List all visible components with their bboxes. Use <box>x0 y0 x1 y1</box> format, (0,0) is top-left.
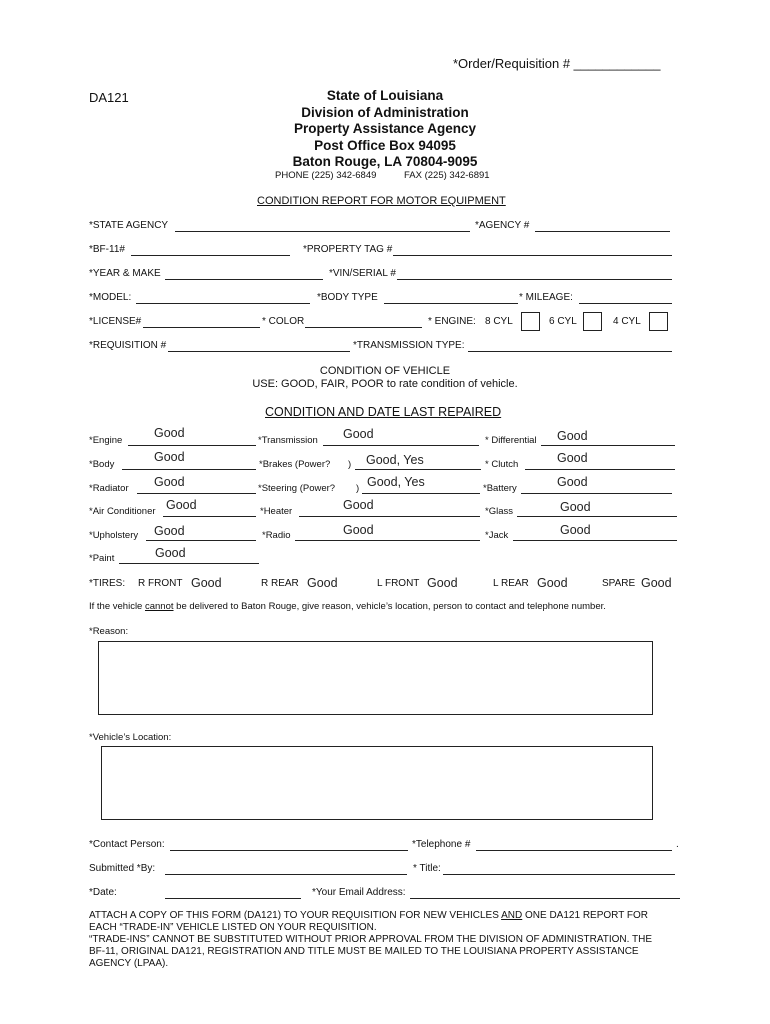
transmission-type-label: *TRANSMISSION TYPE: <box>353 340 465 351</box>
state-agency-label: *STATE AGENCY <box>89 220 169 231</box>
engine-condition-value: Good <box>154 426 185 440</box>
tire-spare-label: SPARE <box>602 578 636 589</box>
condition-instruction: USE: GOOD, FAIR, POOR to rate condition of vehicle. <box>252 378 518 390</box>
contact-person-label: *Contact Person: <box>89 839 165 850</box>
body-type-label: *BODY TYPE <box>317 292 378 303</box>
delivery-note <box>89 601 606 612</box>
steering-paren: ) <box>356 483 360 494</box>
property-tag-label: *PROPERTY TAG # <box>303 244 393 255</box>
battery-condition-label: *Battery <box>483 483 517 494</box>
date-field[interactable] <box>165 898 301 899</box>
heater-condition-value: Good <box>343 498 374 512</box>
radio-condition-value: Good <box>343 523 374 537</box>
steering-condition-label: *Steering (Power? <box>258 483 336 494</box>
brakes-condition-value: Good, Yes <box>366 453 424 467</box>
tire-rrear-label: R REAR <box>261 578 299 589</box>
tire-rfront-value[interactable]: Good <box>191 576 222 590</box>
footer-line-1 <box>89 910 648 921</box>
battery-condition-field[interactable] <box>521 493 672 494</box>
bf11-label: *BF-11# <box>89 244 125 255</box>
agency-number-label: *AGENCY # <box>475 220 530 231</box>
engine-4cyl-label: 4 CYL <box>613 316 641 327</box>
tire-lrear-value[interactable]: Good <box>537 576 568 590</box>
color-field[interactable] <box>305 327 422 328</box>
steering-condition-field[interactable] <box>362 493 480 494</box>
clutch-condition-value: Good <box>557 451 588 465</box>
footer-line-1-and: AND <box>501 910 523 921</box>
reason-textbox[interactable] <box>98 641 653 715</box>
jack-condition-field[interactable] <box>513 540 677 541</box>
paint-condition-field[interactable] <box>119 563 259 564</box>
engine-8cyl-label: 8 CYL <box>485 316 513 327</box>
order-requisition-label: *Order/Requisition # ____________ <box>453 56 661 71</box>
engine-6cyl-checkbox[interactable] <box>583 312 602 331</box>
brakes-condition-field[interactable] <box>355 469 481 470</box>
paint-condition-label: *Paint <box>89 553 115 564</box>
org-line-1: State of Louisiana <box>326 88 444 103</box>
differential-condition-value: Good <box>557 429 588 443</box>
radiator-condition-field[interactable] <box>137 493 256 494</box>
submitted-by-field[interactable] <box>165 874 407 875</box>
battery-condition-value: Good <box>557 475 588 489</box>
title-label: * Title: <box>413 863 441 874</box>
brakes-paren: ) <box>348 459 352 470</box>
differential-condition-label: * Differential <box>485 435 537 446</box>
transmission-condition-value: Good <box>343 427 374 441</box>
org-line-4: Post Office Box 94095 <box>314 137 456 153</box>
license-field[interactable] <box>143 327 260 328</box>
requisition-field[interactable] <box>168 351 350 352</box>
mileage-field[interactable] <box>579 303 672 304</box>
model-label: *MODEL: <box>89 292 132 303</box>
body-type-field[interactable] <box>384 303 518 304</box>
delivery-note-after: be delivered to Baton Rouge, give reason, vehicle’s location, person to contact and telephone number. <box>173 601 606 612</box>
differential-condition-field[interactable] <box>541 445 675 446</box>
footer-line-4: BF-11, ORIGINAL DA121, REGISTRATION AND TITLE MUST BE MAILED TO THE LOUISIANA PROPERTY ASSISTANCE <box>89 946 639 957</box>
jack-condition-label: *Jack <box>485 530 509 541</box>
air-conditioner-condition-field[interactable] <box>163 516 256 517</box>
engine-4cyl-checkbox[interactable] <box>649 312 668 331</box>
title-field[interactable] <box>443 874 675 875</box>
vehicle-location-textbox[interactable] <box>101 746 653 820</box>
year-make-field[interactable] <box>165 279 323 280</box>
reason-label: *Reason: <box>89 626 129 637</box>
engine-condition-label: *Engine <box>89 435 123 446</box>
org-line-2: Division of Administration <box>301 104 469 120</box>
engine-6cyl-label: 6 CYL <box>549 316 577 327</box>
footer-line-2: EACH “TRADE-IN” VEHICLE LISTED ON YOUR REQUISITION. <box>89 922 377 933</box>
glass-condition-field[interactable] <box>517 516 677 517</box>
bf11-field[interactable] <box>131 255 290 256</box>
steering-condition-value: Good, Yes <box>367 475 425 489</box>
tire-rfront-label: R FRONT <box>138 578 183 589</box>
glass-condition-label: *Glass <box>485 506 513 517</box>
requisition-label: *REQUISITION # <box>89 340 167 351</box>
tire-lfront-label: L FRONT <box>377 578 420 589</box>
state-agency-field[interactable] <box>175 231 470 232</box>
glass-condition-value: Good <box>560 500 591 514</box>
transmission-condition-label: *Transmission <box>258 435 318 446</box>
condition-heading: CONDITION OF VEHICLE <box>319 365 451 377</box>
vin-label: *VIN/SERIAL # <box>329 268 396 279</box>
vin-field[interactable] <box>397 279 672 280</box>
org-line-5: Baton Rouge, LA 70804-9095 <box>292 154 478 169</box>
air-conditioner-condition-value: Good <box>166 498 197 512</box>
year-make-label: *YEAR & MAKE <box>89 268 161 279</box>
tires-label: *TIRES: <box>89 578 126 589</box>
report-title: CONDITION REPORT FOR MOTOR EQUIPMENT <box>257 195 506 207</box>
date-label: *Date: <box>89 887 117 898</box>
clutch-condition-field[interactable] <box>525 469 675 470</box>
transmission-type-field[interactable] <box>468 351 672 352</box>
property-tag-field[interactable] <box>393 255 672 256</box>
vehicle-location-label: *Vehicle’s Location: <box>89 732 172 743</box>
radio-condition-label: *Radio <box>262 530 291 541</box>
engine-8cyl-checkbox[interactable] <box>521 312 540 331</box>
delivery-note-emphasis: cannot <box>144 601 174 612</box>
tire-lrear-label: L REAR <box>493 578 529 589</box>
footer-line-1-a: ATTACH A COPY OF THIS FORM (DA121) TO YOUR REQUISITION FOR NEW VEHICLES <box>89 910 502 921</box>
transmission-condition-field[interactable] <box>323 445 479 446</box>
telephone-label: *Telephone # <box>412 839 471 850</box>
radio-condition-field[interactable] <box>295 540 480 541</box>
body-condition-field[interactable] <box>122 469 256 470</box>
clutch-condition-label: * Clutch <box>485 459 519 470</box>
phone-number: PHONE (225) 342-6849 <box>275 170 377 181</box>
delivery-note-before: If the vehicle <box>89 601 145 612</box>
upholstery-condition-label: *Upholstery <box>89 530 139 541</box>
mileage-label: * MILEAGE: <box>519 292 573 303</box>
agency-number-field[interactable] <box>535 231 670 232</box>
footer-line-3: “TRADE-INS” CANNOT BE SUBSTITUTED WITHOUT PRIOR APPROVAL FROM THE DIVISION OF ADMINISTRATION. THE <box>89 934 653 945</box>
org-line-3: Property Assistance Agency <box>293 121 477 136</box>
engine-label: * ENGINE: <box>428 316 476 327</box>
fax-number: FAX (225) 342-6891 <box>404 170 490 181</box>
color-label: * COLOR <box>262 316 305 327</box>
form-id: DA121 <box>89 90 129 105</box>
footer-line-5: AGENCY (LPAA). <box>89 958 169 969</box>
upholstery-condition-field[interactable] <box>146 540 256 541</box>
body-condition-label: *Body <box>89 459 115 470</box>
submitted-by-label: Submitted *By: <box>89 863 156 874</box>
tire-rrear-value[interactable]: Good <box>307 576 338 590</box>
radiator-condition-label: *Radiator <box>89 483 129 494</box>
license-label: *LICENSE# <box>89 316 142 327</box>
telephone-period: . <box>676 839 679 850</box>
telephone-field[interactable] <box>476 850 672 851</box>
jack-condition-value: Good <box>560 523 591 537</box>
tire-spare-value[interactable]: Good <box>641 576 672 590</box>
contact-person-field[interactable] <box>170 850 408 851</box>
email-field[interactable] <box>410 898 680 899</box>
air-conditioner-condition-label: *Air Conditioner <box>89 506 156 517</box>
body-condition-value: Good <box>154 450 185 464</box>
model-field[interactable] <box>136 303 310 304</box>
heater-condition-field[interactable] <box>299 516 480 517</box>
heater-condition-label: *Heater <box>260 506 293 517</box>
radiator-condition-value: Good <box>154 475 185 489</box>
footer-line-1-b: ONE DA121 REPORT FOR <box>522 910 649 921</box>
condition-subheading: CONDITION AND DATE LAST REPAIRED <box>265 405 502 419</box>
engine-condition-field[interactable] <box>128 445 256 446</box>
paint-condition-value: Good <box>155 546 186 560</box>
tire-lfront-value[interactable]: Good <box>427 576 458 590</box>
brakes-condition-label: *Brakes (Power? <box>259 459 331 470</box>
email-label: *Your Email Address: <box>312 887 406 898</box>
upholstery-condition-value: Good <box>154 524 185 538</box>
